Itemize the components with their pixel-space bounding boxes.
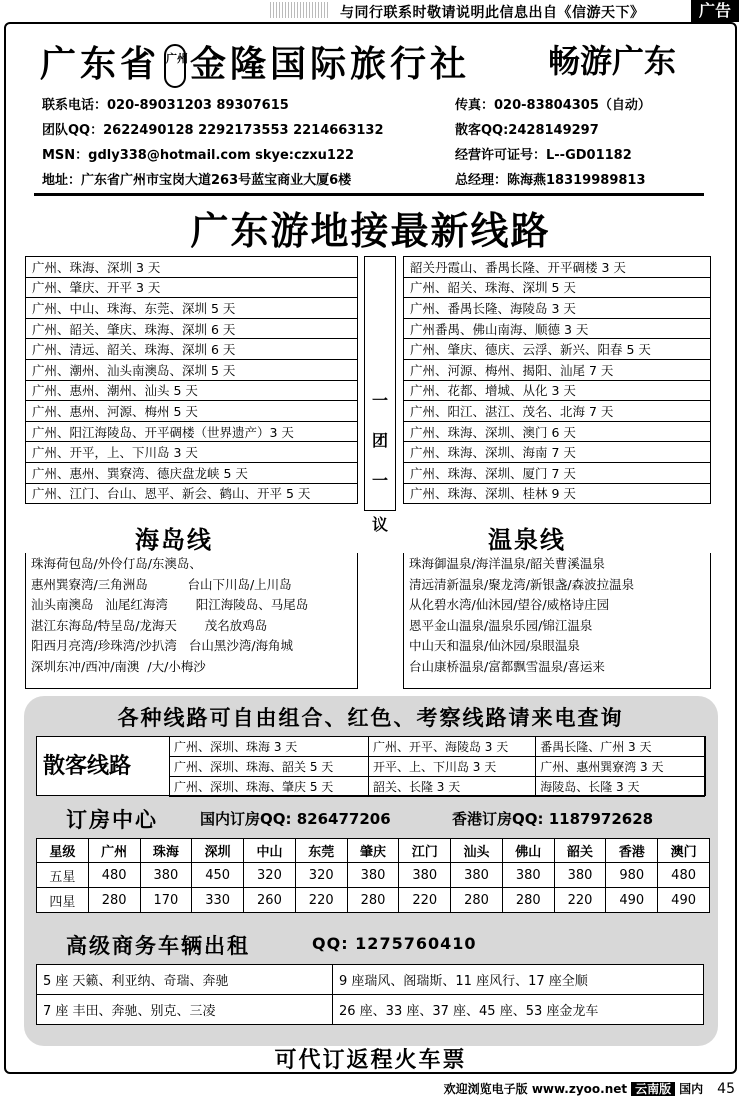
agency-title xyxy=(40,36,470,88)
table-row xyxy=(26,298,358,319)
route-cell: 广州、珠海、深圳 3 天 xyxy=(26,257,358,278)
route-cell: 广州、深圳、珠海、肇庆 5 天 xyxy=(170,777,369,797)
column-header: 汕头 xyxy=(451,839,503,863)
table-row xyxy=(404,380,711,401)
list-item: 湛江东海岛/特呈岛/龙海天 茂名放鸡岛 xyxy=(31,617,268,633)
price-cell: 220 xyxy=(399,888,451,913)
route-cell: 广州、开平、海陵岛 3 天 xyxy=(368,737,535,757)
column-header: 中山 xyxy=(244,839,296,863)
price-cell: 280 xyxy=(451,888,503,913)
table-row xyxy=(404,442,711,463)
route-cell: 广州、开平，上、下川岛 3 天 xyxy=(26,442,358,463)
route-cell: 广州、惠州、潮州、汕头 5 天 xyxy=(26,380,358,401)
column-header: 广州 xyxy=(88,839,140,863)
route-cell: 广州、珠海、深圳、桂林 9 天 xyxy=(404,483,711,504)
column-header: 肇庆 xyxy=(347,839,399,863)
car-cell: 26 座、33 座、37 座、45 座、53 座金龙车 xyxy=(333,995,704,1025)
route-cell: 广州、珠海、深圳、厦门 7 天 xyxy=(404,462,711,483)
price-cell: 490 xyxy=(606,888,658,913)
island-list xyxy=(31,554,308,678)
route-cell: 广州、惠州、河源、梅州 5 天 xyxy=(26,401,358,422)
table-row xyxy=(26,380,358,401)
car-rental-qq: QQ: 1275760410 xyxy=(312,934,477,953)
table-row xyxy=(404,318,711,339)
retail-routes-table xyxy=(169,736,705,797)
route-cell: 广州、花都、增城、从化 3 天 xyxy=(404,380,711,401)
table-row xyxy=(404,483,711,504)
table-row xyxy=(37,863,710,888)
price-cell: 五星 xyxy=(37,863,89,888)
vertical-char: 团 xyxy=(371,431,388,450)
car-cell: 7 座 丰田、奔驰、别克、三凌 xyxy=(37,995,333,1025)
combo-title: 各种线路可自由组合、红色、考察线路请来电查询 xyxy=(117,706,624,730)
table-row xyxy=(26,401,358,422)
route-cell: 广州、中山、珠海、东莞、深圳 5 天 xyxy=(26,298,358,319)
table-row xyxy=(26,257,358,278)
table-row xyxy=(170,777,705,797)
right-routes-table xyxy=(403,256,711,504)
train-ticket-notice: 可代订返程火车票 xyxy=(274,1048,467,1073)
route-cell: 广州、韶关、珠海、深圳 5 天 xyxy=(404,277,711,298)
route-cell: 广州、番禺长隆、海陵岛 3 天 xyxy=(404,298,711,319)
list-item: 台山康桥温泉/富都飘雪温泉/喜运来 xyxy=(409,658,605,674)
booking-title: 订房中心 xyxy=(66,808,158,832)
left-routes-table xyxy=(25,256,358,504)
booking-domestic-qq: 国内订房QQ: 826477206 xyxy=(200,810,391,828)
route-cell: 广州、肇庆、开平 3 天 xyxy=(26,277,358,298)
table-row xyxy=(26,318,358,339)
title-part-province: 广东省 xyxy=(40,44,161,85)
route-cell: 广州、深圳、珠海、韶关 5 天 xyxy=(170,757,369,777)
price-cell: 380 xyxy=(399,863,451,888)
retail-routes xyxy=(36,736,706,796)
car-cell: 9 座瑞风、阁瑞斯、11 座风行、17 座全顺 xyxy=(333,965,704,995)
route-cell: 广州、江门、台山、恩平、新会、鹤山、开平 5 天 xyxy=(26,483,358,504)
price-cell: 480 xyxy=(88,863,140,888)
table-row xyxy=(26,442,358,463)
retail-routes-label: 散客线路 xyxy=(43,754,132,779)
price-cell: 380 xyxy=(554,863,606,888)
price-cell: 380 xyxy=(502,863,554,888)
route-cell: 广州、深圳、珠海 3 天 xyxy=(170,737,369,757)
price-cell: 280 xyxy=(347,888,399,913)
route-cell: 韶关、长隆 3 天 xyxy=(368,777,535,797)
price-cell: 320 xyxy=(244,863,296,888)
price-cell: 220 xyxy=(554,888,606,913)
table-row xyxy=(404,462,711,483)
booking-hk-qq: 香港订房QQ: 1187972628 xyxy=(452,810,654,828)
contact-phone: 联系电话：020-89031203 89307615 xyxy=(42,98,289,113)
table-row xyxy=(26,339,358,360)
source-notice: 与同行联系时敬请说明此信息出自《信游天下》 xyxy=(340,5,645,21)
list-item: 惠州巽寮湾/三角洲岛 台山下川岛/上川岛 xyxy=(31,576,292,592)
table-row xyxy=(170,737,705,757)
table-row xyxy=(26,462,358,483)
edition-tag: 云南版 xyxy=(631,1082,675,1096)
table-row xyxy=(26,483,358,504)
hatch-decoration xyxy=(270,2,330,18)
car-rental-title: 高级商务车辆出租 xyxy=(66,934,250,958)
footer-site-text: 欢迎浏览电子版 www.zyoo.net xyxy=(443,1082,628,1096)
column-header: 江门 xyxy=(399,839,451,863)
contact-address: 地址：广东省广州市宝岗大道263号蓝宝商业大厦6楼 xyxy=(42,173,352,188)
route-cell: 广州、珠海、深圳、海南 7 天 xyxy=(404,442,711,463)
price-cell: 280 xyxy=(502,888,554,913)
price-cell: 480 xyxy=(658,863,710,888)
route-cell: 广州番禺、佛山南海、顺德 3 天 xyxy=(404,318,711,339)
price-cell: 四星 xyxy=(37,888,89,913)
contact-team-qq: 团队QQ：2622490128 2292173553 2214663132 xyxy=(42,123,384,138)
table-row xyxy=(404,359,711,380)
table-row xyxy=(37,965,704,995)
routes-banner: 广东游地接最新线路 xyxy=(190,209,551,253)
hotspring-title: 温泉线 xyxy=(488,526,566,554)
vertical-char: 一 xyxy=(371,391,388,410)
contact-retail-qq: 散客QQ:2428149297 xyxy=(455,123,599,138)
list-item: 阳西月亮湾/珍珠湾/沙扒湾 台山黑沙湾/海角城 xyxy=(31,638,294,654)
table-header-row xyxy=(37,839,710,863)
price-cell: 980 xyxy=(606,863,658,888)
license-number: 经营许可证号：L--GD01182 xyxy=(455,148,632,163)
car-cell: 5 座 天籁、利亚纳、奇瑞、奔驰 xyxy=(37,965,333,995)
hotel-price-table xyxy=(36,838,710,913)
table-row xyxy=(404,298,711,319)
list-item: 从化碧水湾/仙沐园/望谷/威格诗庄园 xyxy=(409,597,610,613)
route-cell: 广州、河源、梅州、揭阳、汕尾 7 天 xyxy=(404,359,711,380)
price-cell: 280 xyxy=(88,888,140,913)
column-header: 澳门 xyxy=(658,839,710,863)
top-bar xyxy=(0,0,741,22)
route-cell: 开平、上、下川岛 3 天 xyxy=(368,757,535,777)
list-item: 清远清新温泉/聚龙湾/新银盏/森波拉温泉 xyxy=(409,576,635,592)
route-cell: 广州、阳江海陵岛、开平碉楼（世界遗产）3 天 xyxy=(26,421,358,442)
price-cell: 320 xyxy=(295,863,347,888)
price-cell: 380 xyxy=(347,863,399,888)
table-row xyxy=(404,257,711,278)
circled-city: 广州 xyxy=(164,44,186,88)
list-item: 珠海御温泉/海洋温泉/韶关曹溪温泉 xyxy=(409,556,605,571)
route-cell: 广州、韶关、肇庆、珠海、深圳 6 天 xyxy=(26,318,358,339)
column-header: 佛山 xyxy=(502,839,554,863)
list-item: 恩平金山温泉/温泉乐园/锦江温泉 xyxy=(409,617,593,633)
column-header: 东莞 xyxy=(295,839,347,863)
route-cell: 海陵岛、长隆 3 天 xyxy=(536,777,705,797)
general-manager: 总经理：陈海燕18319989813 xyxy=(455,173,646,188)
price-cell: 220 xyxy=(295,888,347,913)
table-row xyxy=(404,339,711,360)
column-header: 星级 xyxy=(37,839,89,863)
table-row xyxy=(404,401,711,422)
list-item: 中山天和温泉/仙沐园/泉眼温泉 xyxy=(409,638,580,654)
column-header: 深圳 xyxy=(192,839,244,863)
list-item: 深圳东冲/西冲/南澳 /大/小梅沙 xyxy=(31,658,206,674)
column-header: 珠海 xyxy=(140,839,192,863)
route-cell: 广州、珠海、深圳、澳门 6 天 xyxy=(404,421,711,442)
table-row xyxy=(404,421,711,442)
route-cell: 广州、阳江、湛江、茂名、北海 7 天 xyxy=(404,401,711,422)
hotspring-list xyxy=(409,554,634,678)
contact-fax: 传真：020-83804305（自动） xyxy=(455,98,651,113)
price-cell: 450 xyxy=(192,863,244,888)
ad-label: 广告 xyxy=(691,0,739,22)
title-part-agency: 金隆国际旅行社 xyxy=(190,44,471,85)
divider xyxy=(34,193,704,196)
price-cell: 490 xyxy=(658,888,710,913)
slogan: 畅游广东 xyxy=(548,42,677,80)
route-cell: 广州、肇庆、德庆、云浮、新兴、阳春 5 天 xyxy=(404,339,711,360)
vertical-char: 一 xyxy=(371,471,388,490)
car-rental-table xyxy=(36,964,704,1025)
route-cell: 韶关丹霞山、番禺长隆、开平碉楼 3 天 xyxy=(404,257,711,278)
price-cell: 330 xyxy=(192,888,244,913)
route-cell: 广州、惠州、巽寮湾、德庆盘龙峡 5 天 xyxy=(26,462,358,483)
table-row xyxy=(37,995,704,1025)
column-header: 香港 xyxy=(606,839,658,863)
route-cell: 广州、清远、韶关、珠海、深圳 6 天 xyxy=(26,339,358,360)
footer-region: 国内 xyxy=(679,1082,704,1096)
route-cell: 番禺长隆、广州 3 天 xyxy=(536,737,705,757)
table-row xyxy=(170,757,705,777)
column-header: 韶关 xyxy=(554,839,606,863)
table-row xyxy=(26,359,358,380)
route-cell: 广州、潮州、汕头南澳岛、深圳 5 天 xyxy=(26,359,358,380)
contact-msn: MSN：gdly338@hotmail.com skye:czxu122 xyxy=(42,148,355,163)
vertical-char: 议 xyxy=(371,515,388,534)
list-item: 珠海荷包岛/外伶仃岛/东澳岛、 xyxy=(31,556,202,571)
price-cell: 170 xyxy=(140,888,192,913)
table-row xyxy=(404,277,711,298)
page-number: 45 xyxy=(717,1081,735,1097)
price-cell: 380 xyxy=(451,863,503,888)
island-title: 海岛线 xyxy=(135,526,213,554)
list-item: 汕头南澳岛 汕尾红海湾 阳江海陵岛、马尾岛 xyxy=(31,597,309,613)
page-footer xyxy=(444,1080,735,1097)
route-cell: 广州、惠州巽寮湾 3 天 xyxy=(536,757,705,777)
table-row xyxy=(37,888,710,913)
price-cell: 260 xyxy=(244,888,296,913)
table-row xyxy=(26,421,358,442)
table-row xyxy=(26,277,358,298)
price-cell: 380 xyxy=(140,863,192,888)
